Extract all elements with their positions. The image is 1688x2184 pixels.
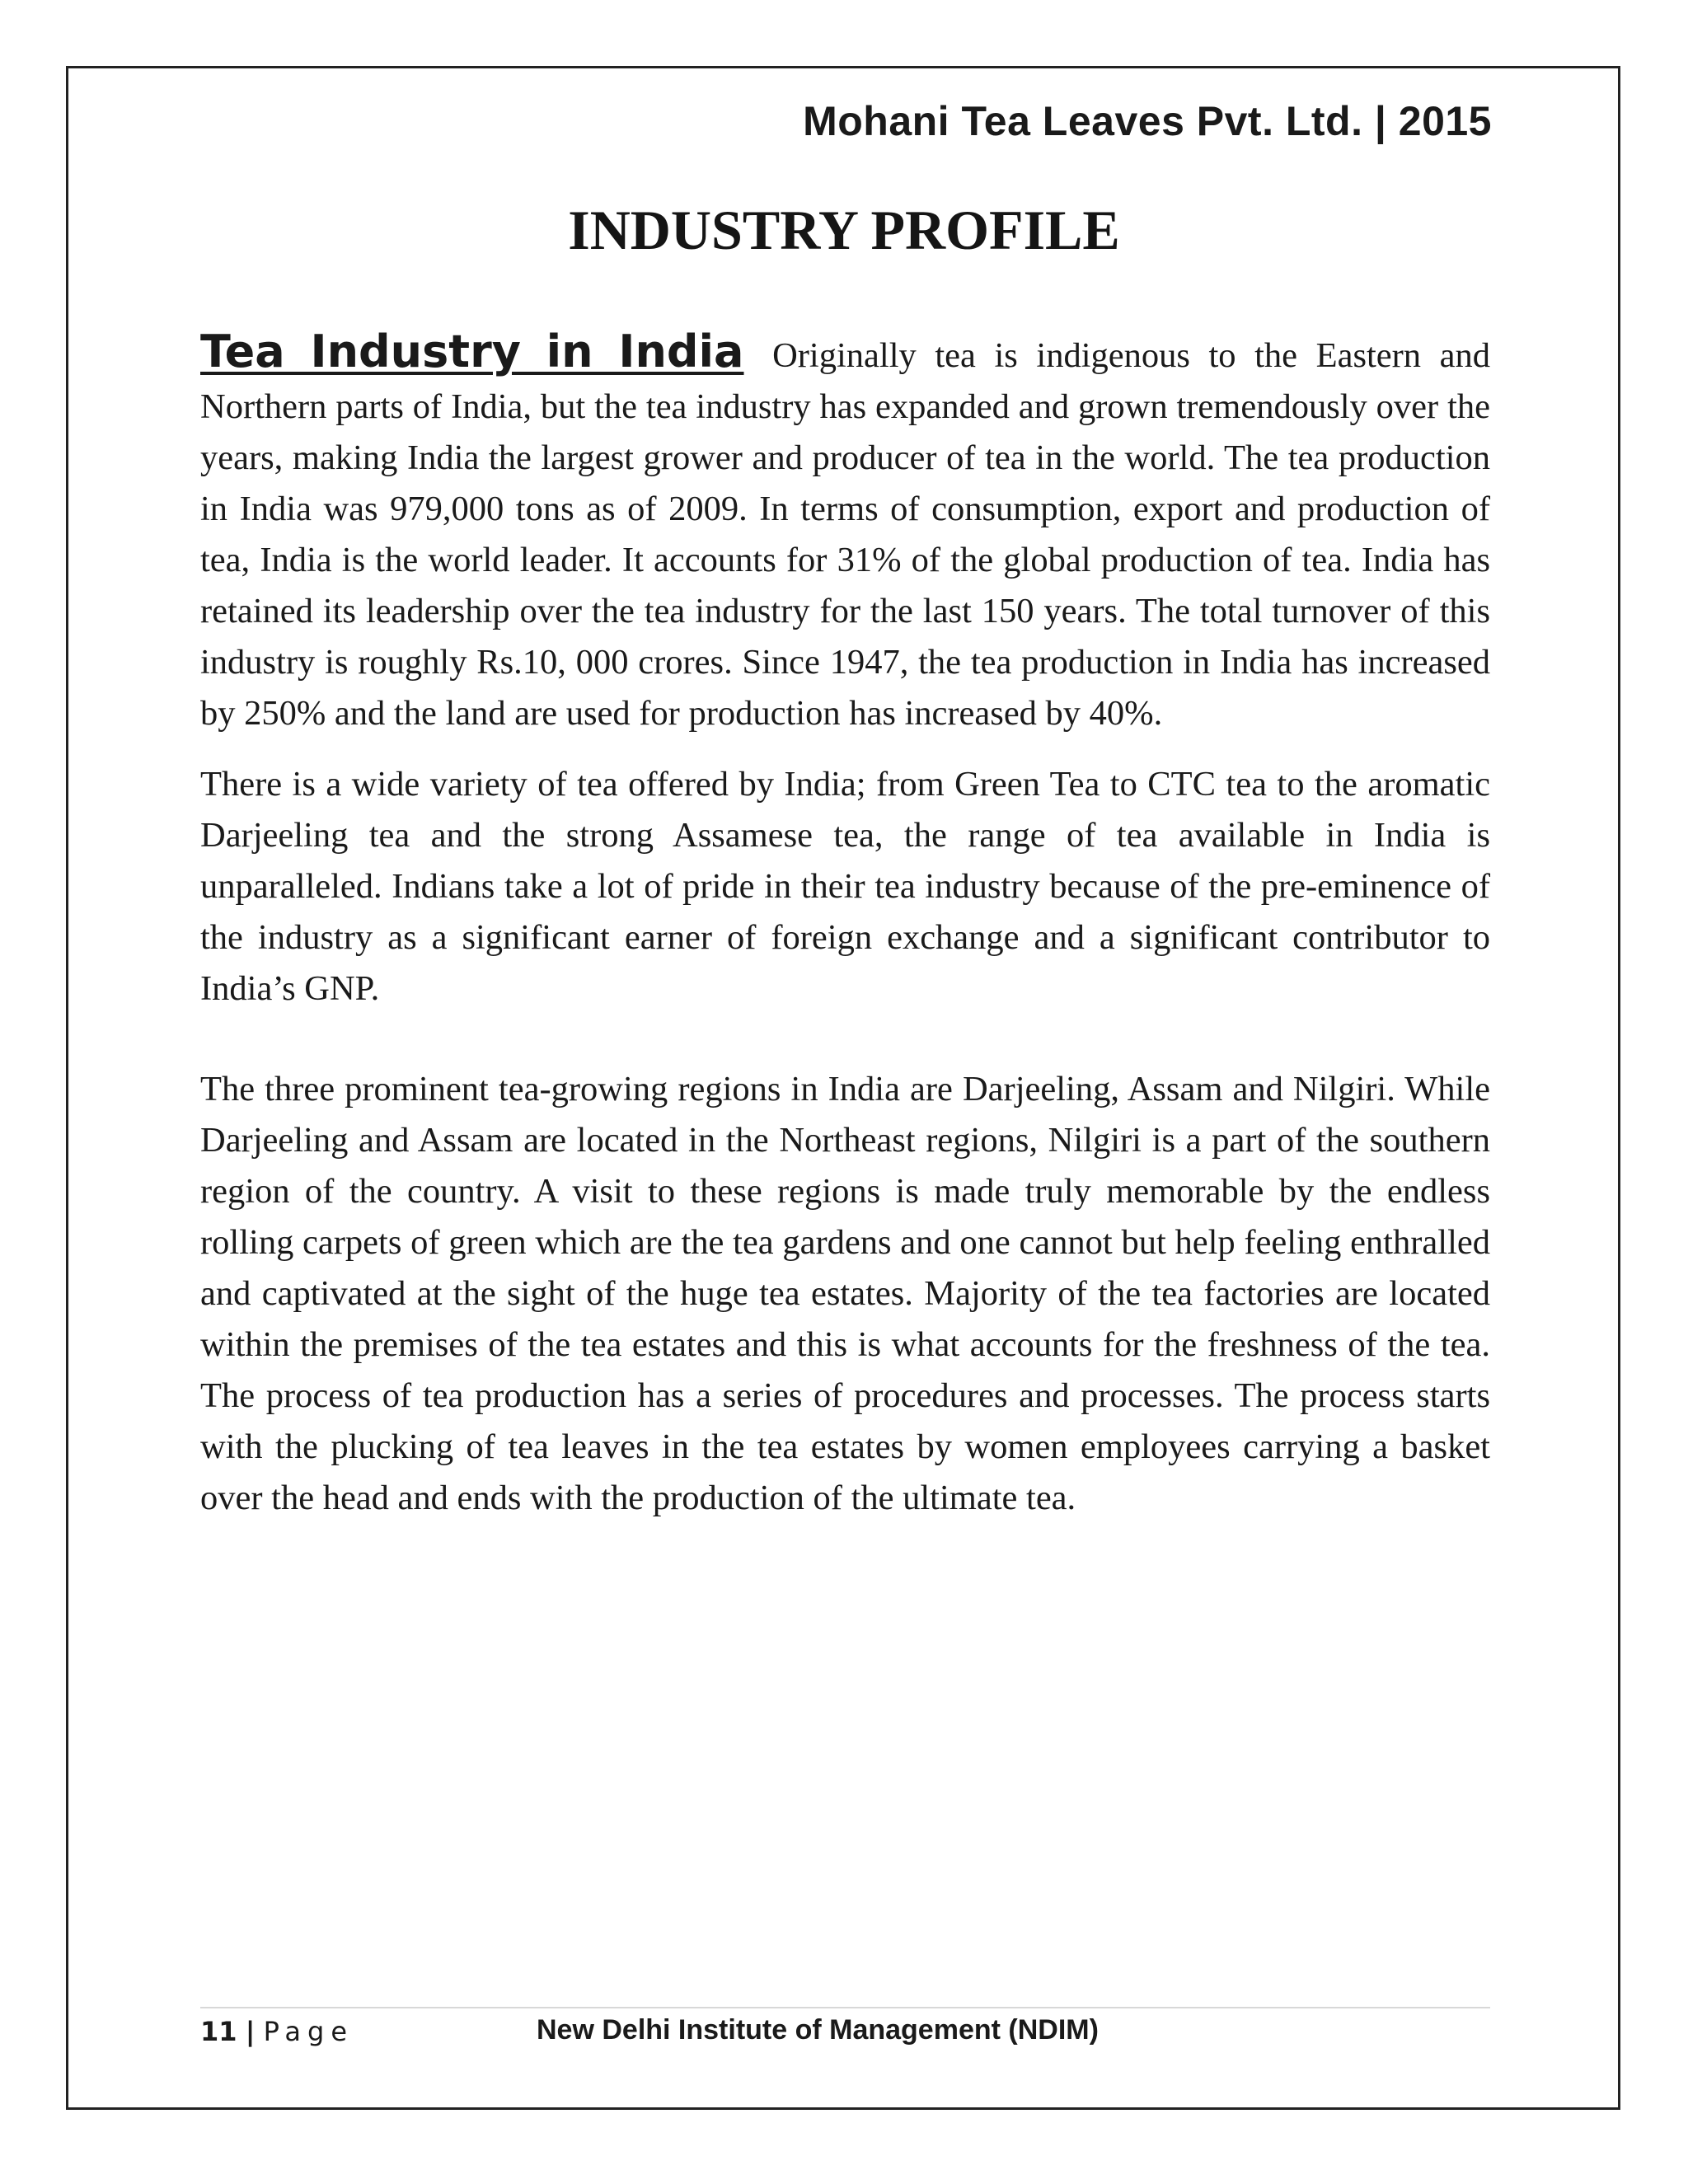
page-number: 11	[200, 2016, 237, 2047]
paragraph-1-text: Originally tea is indigenous to the Eastern and Northern parts of India, but the tea industry has expanded and grown tremendously over the years, making India the largest grower and producer of tea in the world. The tea production in India was 979,000 tons as of 2009. In terms of consumption, export and production of tea, India is the world leader. It accounts for 31% of the global production of tea. India has retained its leadership over the tea industry for the last 150 years. The total turnover of this industry is roughly Rs.10, 000 crores. Since 1947, the tea production in India has increased by 250% and the land are used for production has increased by 40%.	[200, 336, 1490, 733]
header-company-name: Mohani Tea Leaves Pvt. Ltd. | 2015	[803, 98, 1492, 144]
page-separator: |	[245, 2016, 256, 2047]
footer-divider	[200, 2007, 1490, 2008]
paragraph-2: There is a wide variety of tea offered by India; from Green Tea to CTC tea to the aromatic Darjeeling tea and the strong Assamese tea, the range of tea available in India is unparalleled. Indians take a lot of pride in their tea industry because of the pre-eminence of the industry as a significant earner of foreign exchange and a significant contributor to India’s GNP.	[200, 765, 1490, 1008]
footer-institute-name: New Delhi Institute of Management (NDIM)	[537, 2014, 1099, 2046]
page-title: INDUSTRY PROFILE	[568, 199, 1120, 261]
paragraph-3: The three prominent tea-growing regions in India are Darjeeling, Assam and Nilgiri. While Darjeeling and Assam are located in the Northeast regions, Nilgiri is a part of the southern region of the country. A visit to these regions is made truly memorable by the endless rolling carpets of green which are the tea gardens and one cannot but help feeling enthralled and captivated at the sight of the huge tea estates. Majority of the tea factories are located within the premises of the tea estates and this is what accounts for the freshness of the tea. The process of tea production has a series of procedures and processes. The process starts with the plucking of tea leaves in the tea estates by women employees carrying a basket over the head and ends with the production of the ultimate tea.	[200, 1070, 1490, 1517]
section-heading: Tea Industry in India	[200, 326, 744, 377]
page-word: Page	[263, 2016, 354, 2047]
paragraph-1	[200, 326, 1490, 739]
footer-page-number	[200, 2016, 354, 2047]
document-body	[200, 326, 1490, 1524]
